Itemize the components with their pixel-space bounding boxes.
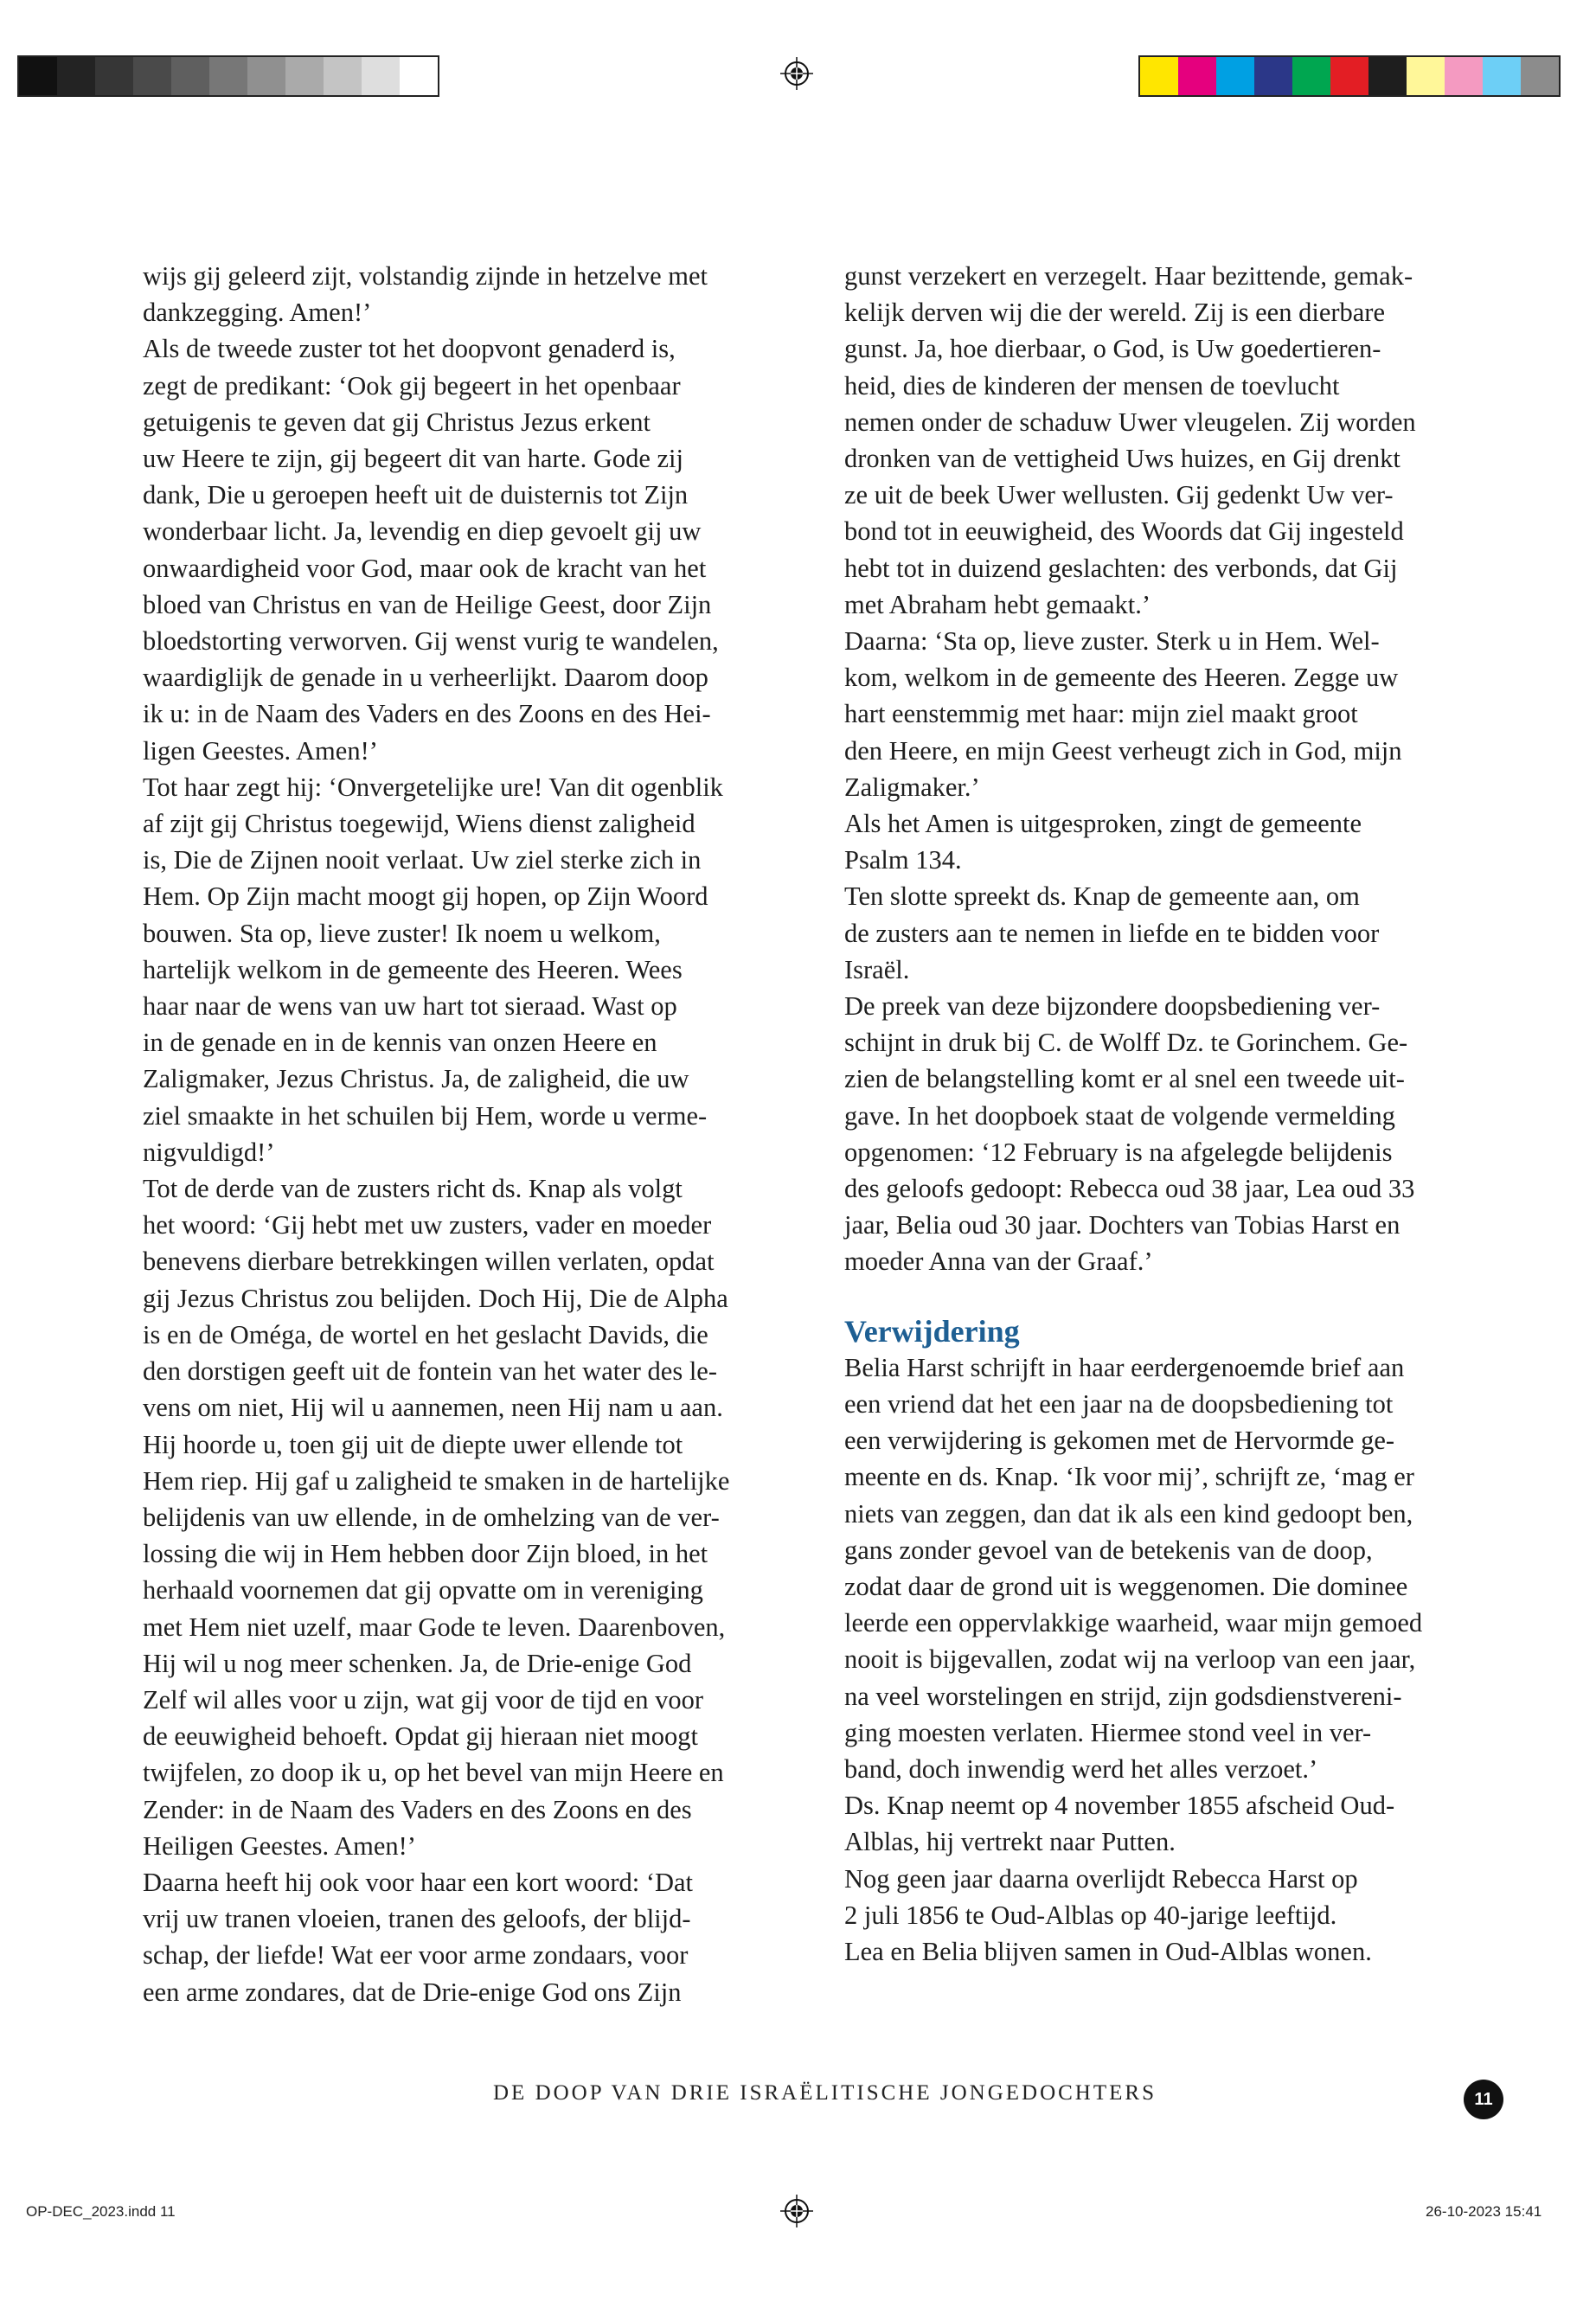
gray-swatch [171, 57, 209, 95]
color-swatch [1330, 57, 1368, 95]
slug-datetime: 26-10-2023 15:41 [1426, 2203, 1542, 2220]
gray-swatch [209, 57, 247, 95]
color-swatch [1368, 57, 1407, 95]
gray-swatch [133, 57, 171, 95]
color-swatch [1407, 57, 1445, 95]
paragraph: wijs gij geleerd zijt, volstandig zijnde in hetzelve met dankzegging. Amen!’ [143, 261, 708, 328]
paragraph: Tot de derde van de zusters richt ds. Knap als volgt het woord: ‘Gij hebt met uw zusters, vader en moeder benevens dierbare betrekkingen willen verlaten, opdat gij Jezus Christus zou belijden. Doch Hij, Die de Alpha is en de Oméga, de wortel en het geslacht Davids, die den dorstigen geeft uit de fontein van het water des le- vens om niet, Hij wil u aannemen, neen Hij nam u aan. Hij hoorde u, toen gij uit de diepte uwer ellende tot Hem riep. Hij gaf u zaligheid te smaken in de hartelijke belijdenis van uw ellende, in de omhelzing van de ver- lossing die wij in Hem hebben door Zijn bloed, in het herhaald voornemen dat gij opvatte om in vereniging met Hem niet uzelf, maar Gode te leven. Daarenboven, Hij wil u nog meer schenken. Ja, de Drie-enige God Zelf wil alles voor u zijn, wat gij voor de tijd en voor de eeuwigheid behoeft. Opdat gij hieraan niet moogt twijfelen, zo doop ik u, op het bevel van mijn Heere en Zender: in de Naam des Vaders en des Zoons en des Heiligen Geestes. Amen!’ [143, 1174, 730, 1861]
registration-mark-icon [780, 2195, 813, 2227]
paragraph: Ten slotte spreekt ds. Knap de gemeente aan, om de zusters aan te nemen in liefde en te bidden voor Israël. [844, 881, 1380, 984]
paragraph: Belia Harst schrijft in haar eerdergenoemde brief aan een vriend dat het een jaar na de doopsbediening tot een verwijdering is gekomen met de Hervormde ge- meente en ds. Knap. ‘Ik voor mij’, schrijft ze, ‘mag er niets van zeggen, dan dat ik als een kind gedoopt ben, gans zonder gevoel van de betekenis van de doop, zodat daar de grond uit is weggenomen. Die dominee leerde een oppervlakkige waarheid, waar mijn gemoed nooit is bijgevallen, zodat wij na verloop van een jaar, na veel worstelingen en strijd, zijn godsdienstvereni- ging moesten verlaten. Hiermee stond veel in ver- band, doch inwendig werd het alles verzoet.’ [844, 1352, 1423, 1784]
registration-mark-icon [780, 57, 813, 90]
paragraph: Daarna heeft hij ook voor haar een kort woord: ‘Dat vrij uw tranen vloeien, tranen des geloofs, der blijd- schap, der liefde! Wat eer voor arme zondaars, voor een arme zondares, dat de Drie-enige God ons Zijn [143, 1867, 694, 2007]
running-title: DE DOOP VAN DRIE ISRAËLITISCHE JONGEDOCHTERS [493, 2081, 1157, 2105]
right-text-column [844, 258, 1519, 1970]
gray-swatch [247, 57, 285, 95]
color-calibration-bar [1138, 55, 1561, 97]
color-swatch [1445, 57, 1483, 95]
paragraph: Tot haar zegt hij: ‘Onvergetelijke ure! Van dit ogenblik af zijt gij Christus toegewijd, Wiens dienst zaligheid is, Die de Zijnen nooit verlaat. Uw ziel sterke zich in Hem. Op Zijn macht moogt gij hopen, op Zijn Woord bouwen. Sta op, lieve zuster! Ik noem u welkom, hartelijk welkom in de gemeente des Heeren. Wees haar naar de wens van uw hart tot sieraad. Wast op in de genade en in de kennis van onzen Heere en Zaligmaker, Jezus Christus. Ja, de zaligheid, die uw ziel smaakte in het schuilen bij Hem, worde u verme- nigvuldigd!’ [143, 772, 723, 1167]
slug-file-info: OP-DEC_2023.indd 11 [26, 2203, 176, 2220]
color-swatch [1140, 57, 1178, 95]
paragraph: gunst verzekert en verzegelt. Haar bezittende, gemak- kelijk derven wij die der wereld. Zij is een dierbare gunst. Ja, hoe dierbaar, o God, is Uw goedertieren- heid, dies de kinderen der mensen de toevlucht nemen onder de schaduw Uwer vleugelen. Zij worden dronken van de vettigheid Uws huizes, en Gij drenkt ze uit de beek Uwer wellusten. Gij gedenkt Uw ver- bond tot in eeuwigheid, des Woords dat Gij ingesteld hebt tot in duizend geslachten: des verbonds, dat Gij met Abraham hebt gemaakt.’ [844, 261, 1416, 619]
color-swatch [1216, 57, 1254, 95]
gray-swatch [57, 57, 95, 95]
gray-swatch [95, 57, 133, 95]
paragraph: Daarna: ‘Sta op, lieve zuster. Sterk u in Hem. Wel- kom, welkom in de gemeente des Heeren. Zegge uw hart eenstemmig met haar: mijn ziel maakt groot den Heere, en mijn Geest verheugt zich in God, mijn Zaligmaker.’ [844, 626, 1402, 802]
gray-swatch [400, 57, 438, 95]
color-swatch [1483, 57, 1521, 95]
section-heading: Verwijdering [844, 1313, 1020, 1349]
paragraph: Ds. Knap neemt op 4 november 1855 afscheid Oud- Alblas, hij vertrekt naar Putten. [844, 1791, 1395, 1857]
color-swatch [1521, 57, 1559, 95]
gray-swatch [19, 57, 57, 95]
gray-swatch [362, 57, 400, 95]
color-swatch [1178, 57, 1216, 95]
left-text-column [143, 258, 817, 2010]
page-number-badge: 11 [1464, 2080, 1503, 2119]
paragraph: De preek van deze bijzondere doopsbediening ver- schijnt in druk bij C. de Wolff Dz. te Gorinchem. Ge- zien de belangstelling komt er al snel een tweede uit- gave. In het doopboek staat de volgende vermelding opgenomen: ‘12 February is na afgelegde belijdenis des geloofs gedoopt: Rebecca oud 38 jaar, Lea oud 33 jaar, Belia oud 30 jaar. Dochters van Tobias Harst en moeder Anna van der Graaf.’ [844, 991, 1415, 1277]
paragraph: Nog geen jaar daarna overlijdt Rebecca Harst op 2 juli 1856 te Oud-Alblas op 40-jarige leeftijd. [844, 1863, 1358, 1930]
paragraph: Als het Amen is uitgesproken, zingt de gemeente Psalm 134. [844, 809, 1362, 875]
color-swatch [1292, 57, 1330, 95]
paragraph: Lea en Belia blijven samen in Oud-Alblas wonen. [844, 1936, 1372, 1966]
color-swatch [1254, 57, 1292, 95]
gray-calibration-bar [17, 55, 439, 97]
paragraph: Als de tweede zuster tot het doopvont genaderd is, zegt de predikant: ‘Ook gij begeert in het openbaar getuigenis te geven dat gij Christus Jezus erkent uw Heere te zijn, gij begeert dit van harte. Gode zij dank, Die u geroepen heeft uit de duisternis tot Zijn wonderbaar licht. Ja, levendig en diep gevoelt gij uw onwaardigheid voor God, maar ook de kracht van het bloed van Christus en van de Heilige Geest, door Zijn bloedstorting verworven. Gij wenst vurig te wandelen, waardiglijk de genade in u verheerlijkt. Daarom doop ik u: in de Naam des Vaders en des Zoons en des Hei- ligen Geestes. Amen!’ [143, 334, 719, 766]
gray-swatch [285, 57, 324, 95]
gray-swatch [324, 57, 362, 95]
